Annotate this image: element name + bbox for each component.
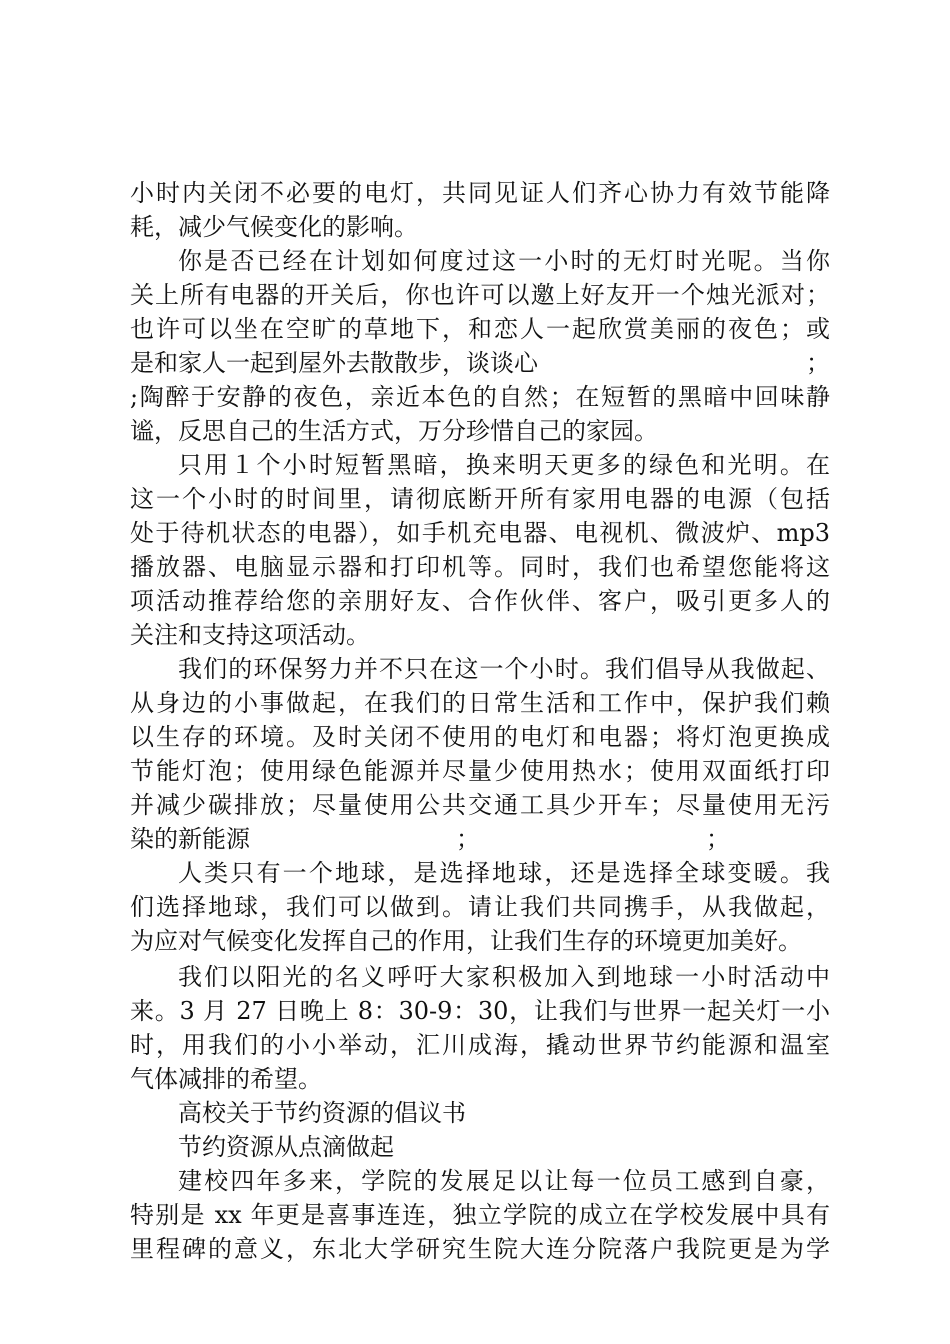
text-line: 里程碑的意义，东北大学研究生院大连分院落户我院更是为学 bbox=[130, 1235, 830, 1263]
text-line: 耗，减少气候变化的影响。 bbox=[130, 213, 418, 241]
text-line: 我们以阳光的名义呼吁大家积极加入到地球一小时活动中 bbox=[178, 963, 830, 991]
text-line: 时，用我们的小小举动，汇川成海，撬动世界节约能源和温室 bbox=[130, 1031, 830, 1059]
paragraph-one-hour bbox=[130, 448, 830, 652]
section-heading bbox=[130, 1096, 830, 1164]
text-line: ;陶醉于安静的夜色，亲近本色的自然；在短暂的黑暗中回味静 bbox=[130, 383, 830, 411]
text-line: 这一个小时的时间里，请彻底断开所有家用电器的电源（包括 bbox=[130, 485, 830, 513]
text-segment: ； bbox=[806, 349, 830, 377]
text-line: 你是否已经在计划如何度过这一小时的无灯时光呢。当你 bbox=[178, 247, 830, 275]
text-segment: 染的新能源 bbox=[130, 825, 250, 853]
text-line bbox=[130, 346, 830, 380]
text-line: 并减少碳排放；尽量使用公共交通工具少开车；尽量使用无污 bbox=[130, 791, 830, 819]
paragraph-environment bbox=[130, 652, 830, 856]
paragraph-college bbox=[130, 1164, 830, 1266]
text-line: 播放器、电脑显示器和打印机等。同时，我们也希望您能将这 bbox=[130, 553, 830, 581]
text-line: 我们的环保努力并不只在这一个小时。我们倡导从我做起、 bbox=[178, 655, 830, 683]
text-line: 小时内关闭不必要的电灯，共同见证人们齐心协力有效节能降 bbox=[130, 179, 830, 207]
text-line: 以生存的环境。及时关闭不使用的电灯和电器；将灯泡更换成 bbox=[130, 723, 830, 751]
text-segment: ； bbox=[456, 825, 480, 853]
text-line: 从身边的小事做起，在我们的日常生活和工作中，保护我们赖 bbox=[130, 689, 830, 717]
text-segment: 是和家人一起到屋外去散散步，谈谈心 bbox=[130, 349, 538, 377]
text-line: 谧，反思自己的生活方式，万分珍惜自己的家园。 bbox=[130, 417, 658, 445]
text-line: 人类只有一个地球，是选择地球，还是选择全球变暖。我 bbox=[178, 859, 830, 887]
document-title: 高校关于节约资源的倡议书 bbox=[178, 1099, 466, 1127]
text-line: 关上所有电器的开关后，你也许可以邀上好友开一个烛光派对； bbox=[130, 281, 830, 309]
text-line: 处于待机状态的电器），如手机充电器、电视机、微波炉、mp3 bbox=[130, 519, 830, 547]
text-line: 特别是 xx 年更是喜事连连，独立学院的成立在学校发展中具有 bbox=[130, 1201, 830, 1229]
text-line: 气体减排的希望。 bbox=[130, 1065, 322, 1093]
text-line bbox=[130, 822, 830, 856]
text-line: 们选择地球，我们可以做到。请让我们共同携手，从我做起， bbox=[130, 893, 830, 921]
paragraph-one-earth bbox=[130, 856, 830, 958]
text-line: 也许可以坐在空旷的草地下，和恋人一起欣赏美丽的夜色；或 bbox=[130, 315, 830, 343]
paragraph-candlelight bbox=[130, 244, 830, 448]
text-line: 节能灯泡；使用绿色能源并尽量少使用热水；使用双面纸打印 bbox=[130, 757, 830, 785]
text-line: 为应对气候变化发挥自己的作用，让我们生存的环境更加美好。 bbox=[130, 927, 802, 955]
document-subtitle: 节约资源从点滴做起 bbox=[178, 1133, 394, 1161]
paragraph-continuation bbox=[130, 176, 830, 244]
text-segment: ； bbox=[706, 825, 730, 853]
paragraph-call bbox=[130, 960, 830, 1096]
text-line: 建校四年多来，学院的发展足以让每一位员工感到自豪， bbox=[178, 1167, 830, 1195]
text-line: 只用１个小时短暂黑暗，换来明天更多的绿色和光明。在 bbox=[178, 451, 830, 479]
text-line: 关注和支持这项活动。 bbox=[130, 621, 370, 649]
text-line: 项活动推荐给您的亲朋好友、合作伙伴、客户，吸引更多人的 bbox=[130, 587, 830, 615]
text-line: 来。3 月 27 日晚上 8：30-9：30，让我们与世界一起关灯一小 bbox=[130, 997, 830, 1025]
